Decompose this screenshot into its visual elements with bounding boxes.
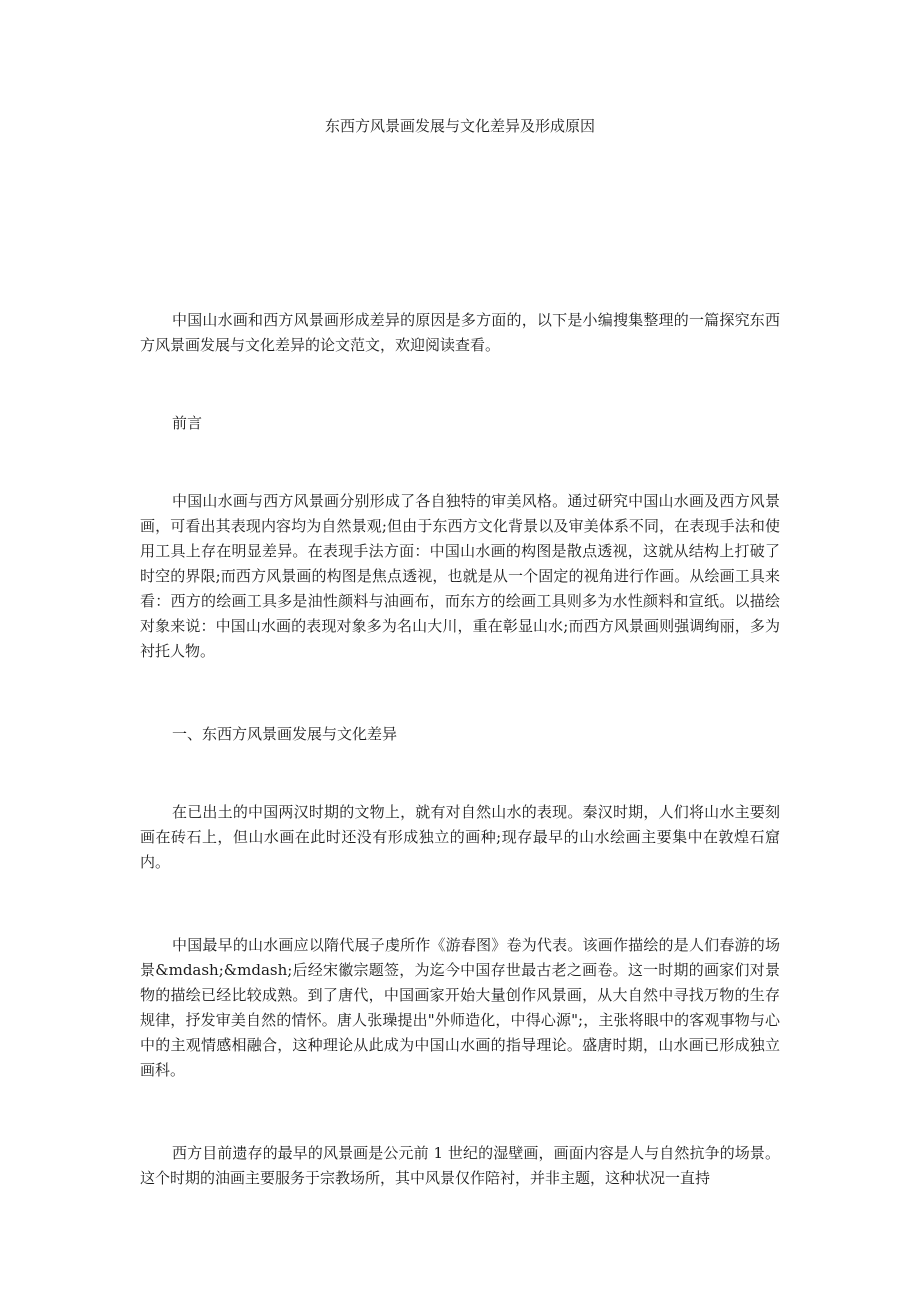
preface-heading: 前言 [172,414,203,432]
section-1-paragraph-2: 中国最早的山水画应以隋代展子虔所作《游春图》卷为代表。该画作描绘的是人们春游的场景&mdash;&mdash;后经宋徽宗题签，为迄今中国存世最古老之画卷。这一时期的画家们对景物的描绘已经比较成熟。到了唐代，中国画家开始大量创作风景画，从大自然中寻找万物的生存规律，抒发审美自然的情怀。唐人张璪提出"外师造化，中得心源";，主张将眼中的客观事物与心中的主观情感相融合，这种理论从此成为中国山水画的指导理论。盛唐时期，山水画已形成独立画科。 [140,936,780,1079]
preface-paragraph: 中国山水画与西方风景画分别形成了各自独特的审美风格。通过研究中国山水画及西方风景画，可看出其表现内容均为自然景观;但由于东西方文化背景以及审美体系不同，在表现手法和使用工具上存在明显差异。在表现手法方面：中国山水画的构图是散点透视，这就从结构上打破了时空的界限;而西方风景画的构图是焦点透视，也就是从一个固定的视角进行作画。从绘画工具来看：西方的绘画工具多是油性颜料与油画布，而东方的绘画工具则多为水性颜料和宣纸。以描绘对象来说：中国山水画的表现对象多为名山大川，重在彰显山水;而西方风景画则强调绚丽，多为衬托人物。 [140,492,780,660]
document-title: 东西方风景画发展与文化差异及形成原因 [324,117,595,135]
section-1-paragraph-3: 西方目前遗存的最早的风景画是公元前 1 世纪的湿壁画，画面内容是人与自然抗争的场景。这个时期的油画主要服务于宗教场所，其中风景仅作陪衬，并非主题，这种状况一直持 [140,1144,780,1187]
intro-paragraph: 中国山水画和西方风景画形成差异的原因是多方面的，以下是小编搜集整理的一篇探究东西方风景画发展与文化差异的论文范文，欢迎阅读查看。 [140,311,780,354]
section-1-paragraph-1: 在已出土的中国两汉时期的文物上，就有对自然山水的表现。秦汉时期，人们将山水主要刻画在砖石上，但山水画在此时还没有形成独立的画种;现存最早的山水绘画主要集中在敦煌石窟内。 [140,803,780,871]
section-1-heading: 一、东西方风景画发展与文化差异 [172,725,398,743]
